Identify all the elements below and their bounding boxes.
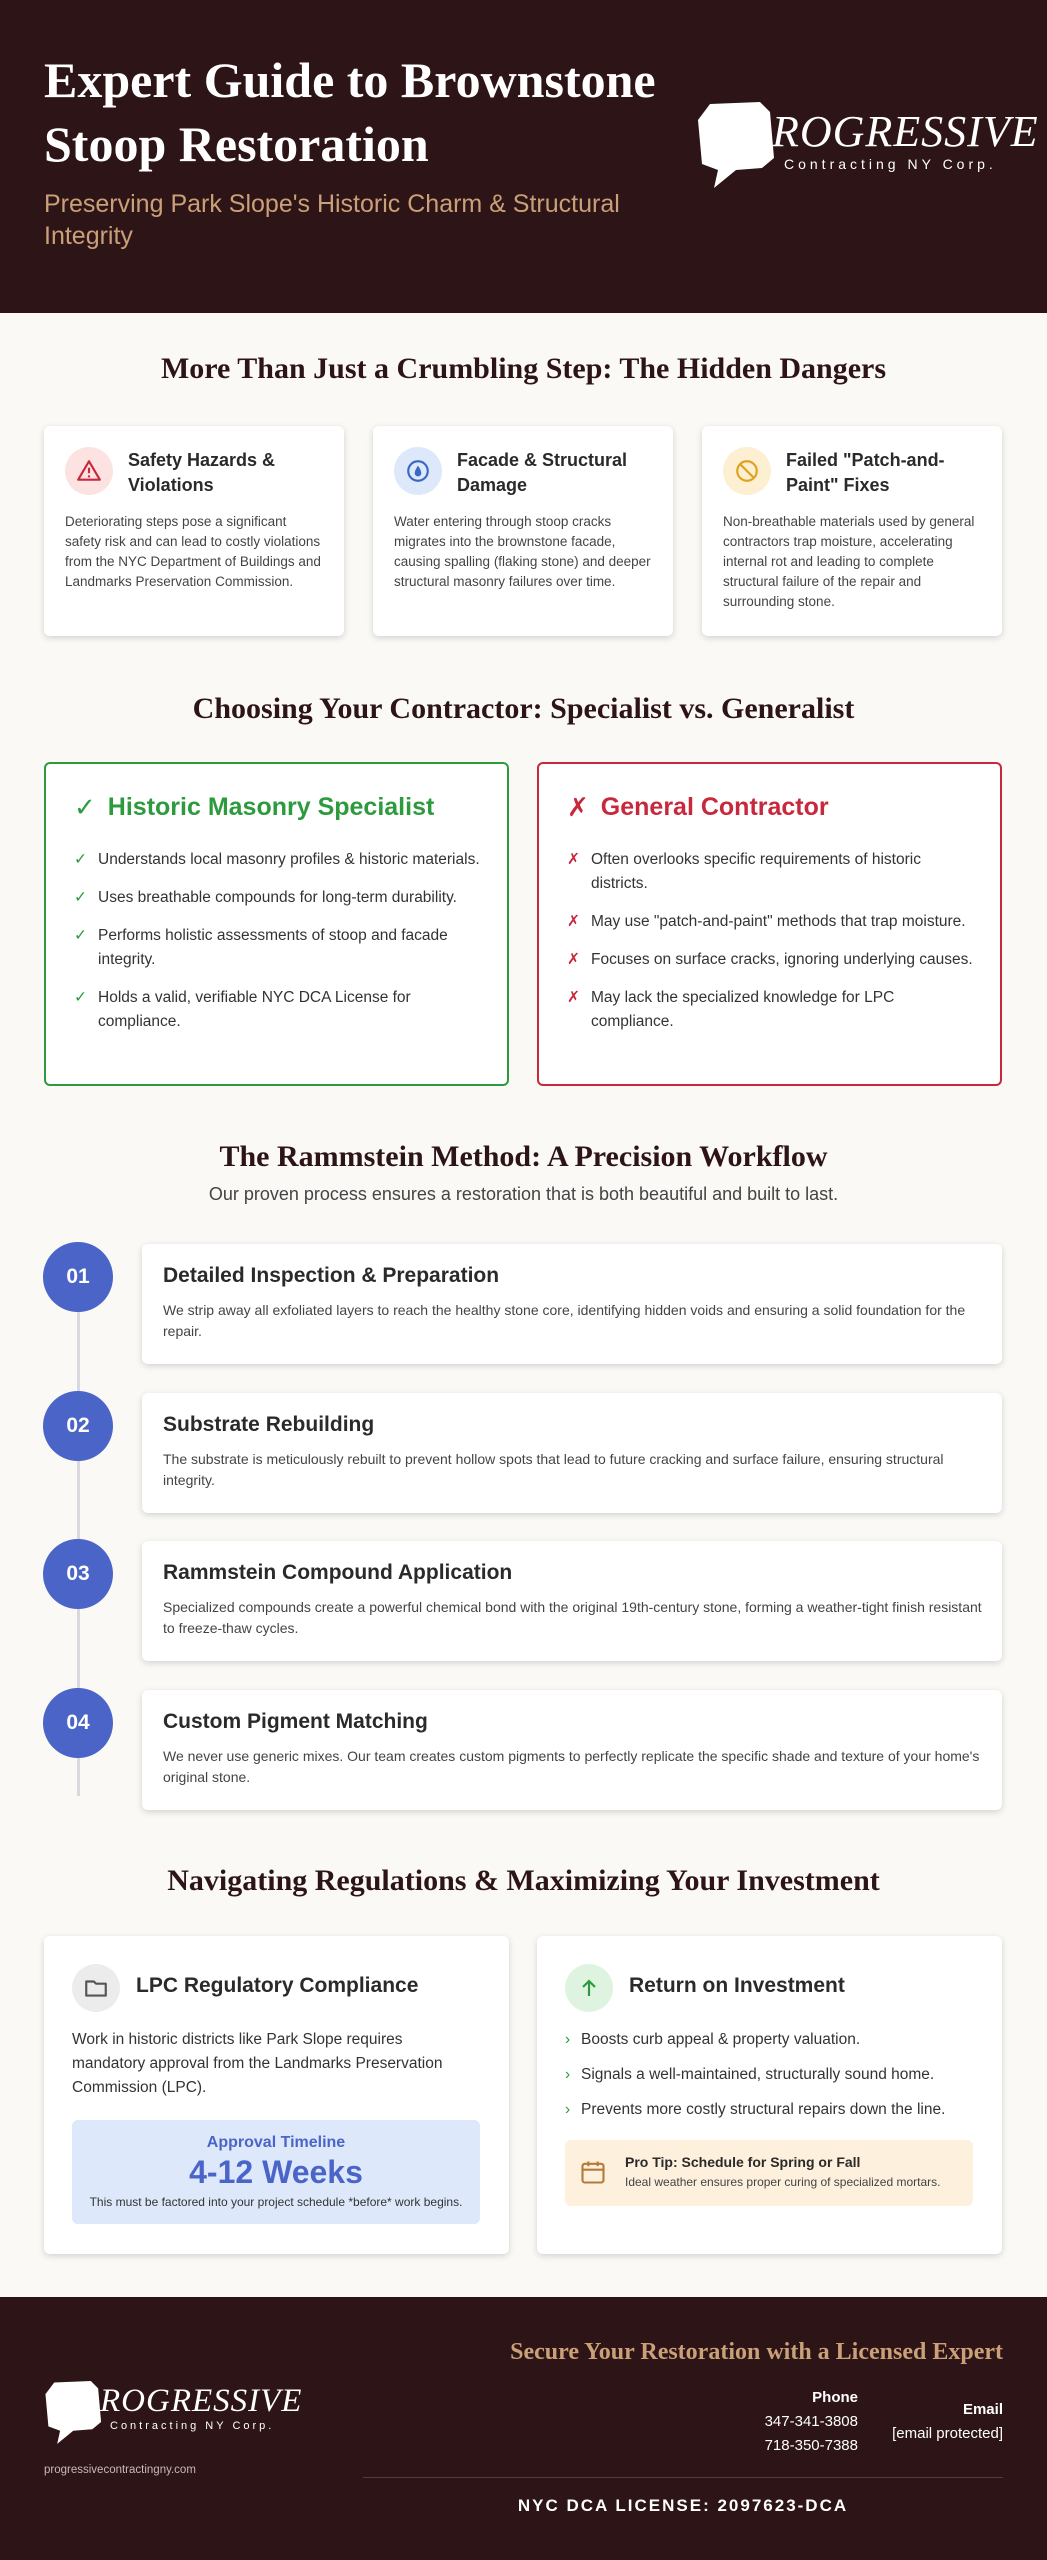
page-footer xyxy=(0,2297,1047,2560)
step-card xyxy=(142,1393,1002,1513)
page-title: Expert Guide to Brownstone Stoop Restoration xyxy=(44,52,656,172)
danger-card-text: Deteriorating steps pose a significant safety risk and can lead to costly violations from the NYC Department of Buildings and Landmarks Preservation Commission. xyxy=(65,514,321,589)
list-item: › Boosts curb appeal & property valuation. xyxy=(565,2028,975,2052)
specialist-card xyxy=(44,762,509,1086)
lpc-card xyxy=(44,1936,509,2254)
list-item: ✗ Focuses on surface cracks, ignoring underlying causes. xyxy=(567,948,977,972)
footer-website[interactable]: progressivecontractingny.com xyxy=(44,2464,196,2476)
step-title: Custom Pigment Matching xyxy=(163,1710,428,1733)
cross-icon: ✗ xyxy=(567,851,580,868)
step-text: Specialized compounds create a powerful chemical bond with the original 19th-century stone, forming a weather-tight finish resistant to freeze-thaw cycles. xyxy=(163,1599,982,1636)
step-number: 03 xyxy=(43,1539,113,1609)
lpc-title: LPC Regulatory Compliance xyxy=(136,1974,419,1997)
list-item: ✗ May use "patch-and-paint" methods that trap moisture. xyxy=(567,910,977,934)
checkmark-icon: ✓ xyxy=(74,989,87,1006)
method-subtitle: Our proven process ensures a restoration that is both beautiful and built to last. xyxy=(208,1184,839,1204)
list-item: ✗ Often overlooks specific requirements of historic districts. xyxy=(567,848,977,896)
step-number: 04 xyxy=(43,1688,113,1758)
step-card xyxy=(142,1541,1002,1661)
dangers-section-title: More Than Just a Crumbling Step: The Hidden Dangers xyxy=(160,352,887,385)
compare-section-title: Choosing Your Contractor: Specialist vs. Generalist xyxy=(192,692,855,725)
license-number: NYC DCA LICENSE: 2097623-DCA xyxy=(517,2496,849,2515)
pro-tip-title: Pro Tip: Schedule for Spring or Fall xyxy=(625,2154,861,2170)
warning-icon xyxy=(65,447,113,495)
list-item: ✓ Understands local masonry profiles & historic materials. xyxy=(74,848,484,872)
phone-block xyxy=(765,2386,858,2458)
cross-icon: ✗ xyxy=(567,989,580,1006)
hero-header xyxy=(0,0,1047,313)
cross-icon: ✗ xyxy=(567,792,589,822)
water-drop-icon xyxy=(394,447,442,495)
logo-tagline: Contracting NY Corp. xyxy=(110,2420,275,2432)
generalist-heading xyxy=(567,792,829,823)
calendar-icon xyxy=(579,2158,607,2191)
pro-tip-text: Ideal weather ensures proper curing of specialized mortars. xyxy=(625,2175,941,2189)
timeline-note: This must be factored into your project schedule *before* work begins. xyxy=(89,2195,463,2209)
logo-wordmark: ROGRESSIVE xyxy=(100,2383,303,2419)
cross-icon: ✗ xyxy=(567,951,580,968)
footer-divider xyxy=(363,2477,1003,2478)
checkmark-icon: ✓ xyxy=(74,889,87,906)
danger-card-text: Water entering through stoop cracks migrates into the brownstone facade, causing spalling (flaking stone) and deeper structural masonry failures over time. xyxy=(394,514,651,589)
approval-timeline-box xyxy=(72,2120,480,2224)
chevron-right-icon: › xyxy=(565,2101,571,2118)
logo-wordmark: ROGRESSIVE xyxy=(772,107,1039,156)
method-section-title: The Rammstein Method: A Precision Workflow xyxy=(219,1140,828,1173)
step-title: Substrate Rebuilding xyxy=(163,1413,375,1436)
danger-card-title: Facade & Structural Damage xyxy=(457,450,628,495)
list-item: › Prevents more costly structural repairs down the line. xyxy=(565,2098,975,2122)
generalist-title: General Contractor xyxy=(600,793,829,821)
phone-number[interactable]: 718-350-7388 xyxy=(764,2437,858,2454)
generalist-card xyxy=(537,762,1002,1086)
danger-card-title: Failed "Patch-and-Paint" Fixes xyxy=(786,450,945,495)
roi-list xyxy=(565,2028,975,2122)
timeline-label: Approval Timeline xyxy=(206,2134,346,2151)
step-text: We never use generic mixes. Our team creates custom pigments to perfectly replicate the specific shade and texture of your home's original stone. xyxy=(163,1748,980,1785)
step-text: We strip away all exfoliated layers to reach the healthy stone core, identifying hidden voids and ensuring a solid foundation for the repair. xyxy=(163,1302,966,1339)
prohibited-icon xyxy=(723,447,771,495)
list-item: ✓ Performs holistic assessments of stoop and facade integrity. xyxy=(74,924,484,972)
folder-icon xyxy=(72,1964,120,2012)
cross-icon: ✗ xyxy=(567,913,580,930)
pro-tip-box xyxy=(565,2140,973,2206)
phone-number[interactable]: 347-341-3808 xyxy=(764,2413,858,2430)
step-card xyxy=(142,1690,1002,1810)
step-text: The substrate is meticulously rebuilt to prevent hollow spots that lead to future cracking and surface failure, ensuring structural integrity. xyxy=(163,1451,944,1488)
specialist-list xyxy=(74,848,484,1048)
danger-card-safety xyxy=(44,426,344,636)
regs-section-title: Navigating Regulations & Maximizing Your Investment xyxy=(167,1864,880,1897)
lpc-text: Work in historic districts like Park Slope requires mandatory approval from the Landmarks Preservation Commission (LPC). xyxy=(72,2031,443,2096)
email-label: Email xyxy=(962,2401,1003,2418)
list-item: ✓ Uses breathable compounds for long-term durability. xyxy=(74,886,484,910)
speech-bubble-logo-icon xyxy=(696,98,778,188)
danger-card-patch xyxy=(702,426,1002,636)
arrow-up-icon xyxy=(565,1964,613,2012)
list-item: › Signals a well-maintained, structurally sound home. xyxy=(565,2063,975,2087)
list-item: ✗ May lack the specialized knowledge for LPC compliance. xyxy=(567,986,977,1034)
chevron-right-icon: › xyxy=(565,2031,571,2048)
checkmark-icon: ✓ xyxy=(74,851,87,868)
checkmark-icon: ✓ xyxy=(74,927,87,944)
page-subtitle: Preserving Park Slope's Historic Charm & Structural Integrity xyxy=(44,190,620,250)
step-title: Rammstein Compound Application xyxy=(163,1561,513,1584)
logo-tagline: Contracting NY Corp. xyxy=(784,156,997,172)
footer-cta: Secure Your Restoration with a Licensed Expert xyxy=(510,2339,1003,2365)
roi-card xyxy=(537,1936,1002,2254)
specialist-title: Historic Masonry Specialist xyxy=(107,793,435,821)
danger-card-title: Safety Hazards & Violations xyxy=(128,450,276,495)
step-title: Detailed Inspection & Preparation xyxy=(163,1264,500,1287)
step-number: 02 xyxy=(43,1391,113,1461)
list-item: ✓ Holds a valid, verifiable NYC DCA License for compliance. xyxy=(74,986,484,1034)
danger-card-text: Non-breathable materials used by general contractors trap moisture, accelerating internal rot and leading to complete structural failure of the repair and surrounding stone. xyxy=(723,514,975,609)
company-logo xyxy=(696,98,1039,188)
footer-logo xyxy=(44,2377,302,2445)
checkmark-icon: ✓ xyxy=(74,792,96,822)
specialist-heading xyxy=(74,792,434,823)
step-card xyxy=(142,1244,1002,1364)
chevron-right-icon: › xyxy=(565,2066,571,2083)
timeline-value: 4-12 Weeks xyxy=(189,2154,363,2190)
roi-title: Return on Investment xyxy=(629,1974,845,1997)
generalist-list xyxy=(567,848,977,1048)
step-number: 01 xyxy=(43,1242,113,1312)
danger-card-facade xyxy=(373,426,673,636)
email-block xyxy=(892,2398,1003,2446)
phone-label: Phone xyxy=(812,2389,858,2406)
email-address[interactable]: [email protected] xyxy=(892,2425,1003,2442)
speech-bubble-logo-icon xyxy=(44,2377,104,2445)
